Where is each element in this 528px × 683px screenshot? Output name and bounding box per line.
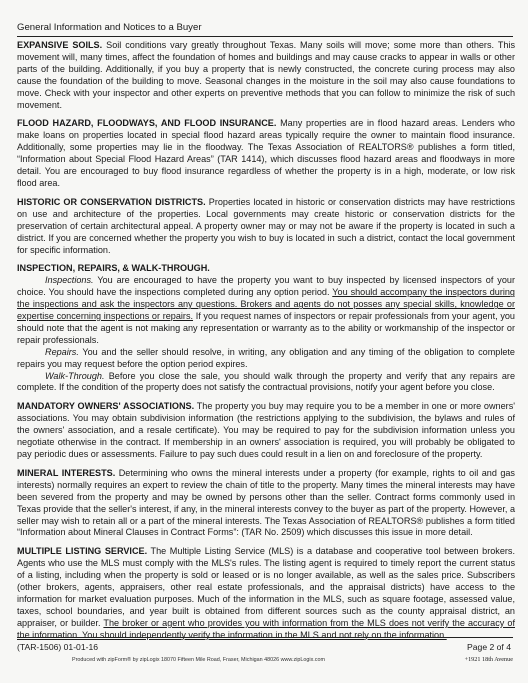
- page-number: Page 2 of 4: [467, 642, 511, 652]
- inspections-underlined-text: You should accompany the inspectors during the inspections and ask the inspectors any questions. Brokers and agents do not posses any special skills, knowledge or expertise concerning inspections or repairs.: [17, 287, 515, 322]
- inspections-label: Inspections.: [45, 275, 94, 286]
- produced-by-text: Produced with zipForm® by zipLogix 18070 Fifteen Mile Road, Fraser, Michigan 48026 www.zipLogix.com: [72, 657, 325, 663]
- section-text: The Multiple Listing Service (MLS) is a database and cooperative tool between brokers. Agents who use the MLS must comply with the MLS's rules. The listing agent is required to timely report the current status of a listing, including when the property is sold or leased or is no longer available, as well as the sales price. Subscribers (other brokers, agents, appraisers, other real estate professionals, and the appraisal districts) have access to the information for market evaluation purposes. Much of the information in the MLS, such as square footage, assessed value, taxes, school boundaries, and year built is obtained from different sources such as the county appraisal district, an appraiser, or builder.: [17, 546, 515, 628]
- walk-through-text: Before you close the sale, you should walk through the property and verify that any repairs are complete. If the condition of the property does not satisfy the contractual provisions, notify your agent before you close.: [17, 370, 516, 393]
- repairs-label: Repairs.: [45, 346, 79, 357]
- section-heading: HISTORIC OR CONSERVATION DISTRICTS.: [17, 196, 206, 207]
- section-flood: [17, 118, 515, 189]
- section-heading: INSPECTION, REPAIRS, & WALK-THROUGH.: [17, 263, 210, 274]
- section-heading: FLOOD HAZARD, FLOODWAYS, AND FLOOD INSURANCE.: [17, 118, 277, 129]
- header-divider: [17, 36, 513, 37]
- section-historic: [17, 197, 515, 257]
- mls-underlined-text: The broker or agent who provides you with information from the MLS does not verify the accuracy of the information. You should independently verify the information in the MLS and not rely on the information.: [17, 617, 515, 640]
- inspections-text-2: If you request names of inspectors or repair professionals from your agent, you should note that the agent is not making any representation or warranty as to the ability or workmanship of the inspector or repair professionals.: [17, 311, 515, 345]
- footer-divider: [17, 637, 513, 638]
- section-text: Determining who owns the mineral interests under a property (for example, rights to oil and gas interests) normally requires an expert to review the chain of title to the property. Many times the mineral interests may have been severed from the property and may be owned by persons other than the seller. Contract forms commonly used in Texas provide that the seller's interest, if any, in the mineral interests convey to the buyer as part of the property. However, a seller may wish to retain all or a part of the mineral interests. The Texas Association of REALTORS® publishes a form titled “Information about Mineral Clauses in Contract Forms”: (TAR No. 2509) which discusses this issue in more detail.: [17, 467, 515, 538]
- section-owners-associations: [17, 401, 515, 461]
- inspections-text: You are encouraged to have the property you want to buy inspected by licensed inspectors of your choice. You should have the inspections completed during any option period.: [17, 275, 515, 298]
- section-inspection: [17, 263, 515, 394]
- section-mls: [17, 546, 515, 641]
- address-text: +1921 18th Avenue: [464, 656, 513, 663]
- section-heading: MANDATORY OWNERS' ASSOCIATIONS.: [17, 401, 195, 412]
- form-id: (TAR-1506) 01-01-16: [17, 642, 99, 652]
- document-body: [17, 40, 515, 649]
- section-expansive-soils: [17, 40, 515, 111]
- section-mineral-interests: [17, 468, 515, 539]
- section-text: Many properties are in flood hazard areas. Lenders who make loans on properties located in special flood hazard areas typically require the owner to maintain flood insurance. Additionally, some properties may lie in the floodway. The Texas Association of REALTORS® publishes a form titled, “Information about Special Flood Hazard Areas” (TAR 1414), which discusses flood hazard areas and floodways in more detail. You are encouraged to buy flood insurance regardless of whether the property is in a high, moderate, or low risk flood area.: [17, 118, 515, 188]
- section-text: Soil conditions vary greatly throughout Texas. Many soils will move; some more than others. This movement will, many times, affect the foundation of homes and buildings and may cause cracks to appear in walls or other parts of the building. Additionally, if you buy a property that is newly constructed, the concrete curing process may also cause the foundation of the building to move. Seasonal changes in the moisture in the soil may also cause foundations to move. Check with your inspector and other experts on preventive methods that you can follow to minimize the risk of such movement.: [17, 40, 516, 110]
- walk-through-label: Walk-Through.: [45, 370, 105, 381]
- repairs-text: You and the seller should resolve, in writing, any obligation and any timing of the obligation to complete repairs you may request before the option period expires.: [17, 346, 515, 369]
- page-header-title: General Information and Notices to a Buyer: [17, 22, 202, 33]
- section-heading: MULTIPLE LISTING SERVICE.: [17, 546, 148, 557]
- section-text: Properties located in historic or conservation districts may have restrictions on use and architecture of the properties. Local governments may create historic or conservation districts for the preservation of certain architectural appeal. A property owner may or may not be aware if the property is located in such a district. If you are concerned whether the property you wish to buy is located in such a district, contact the local government for specific information.: [17, 196, 515, 255]
- repairs-paragraph: [17, 347, 515, 371]
- section-text: The property you buy may require you to be a member in one or more owners' associations. You may obtain subdivision information (the restrictions applying to the subdivision, the bylaws and rules of the owners' association, and a resale certificate). You may be required to pay for the subdivision information unless you negotiate otherwise in the contract. If membership in an owners' association is required, you will probably be obligated to pay periodic dues or assessments. Failure to pay such dues could result in a lien on and foreclosure of the property.: [17, 401, 515, 459]
- section-heading: EXPANSIVE SOILS.: [17, 40, 103, 50]
- walk-through-paragraph: [17, 371, 515, 395]
- inspections-paragraph: [17, 275, 515, 346]
- section-heading: MINERAL INTERESTS.: [17, 467, 116, 478]
